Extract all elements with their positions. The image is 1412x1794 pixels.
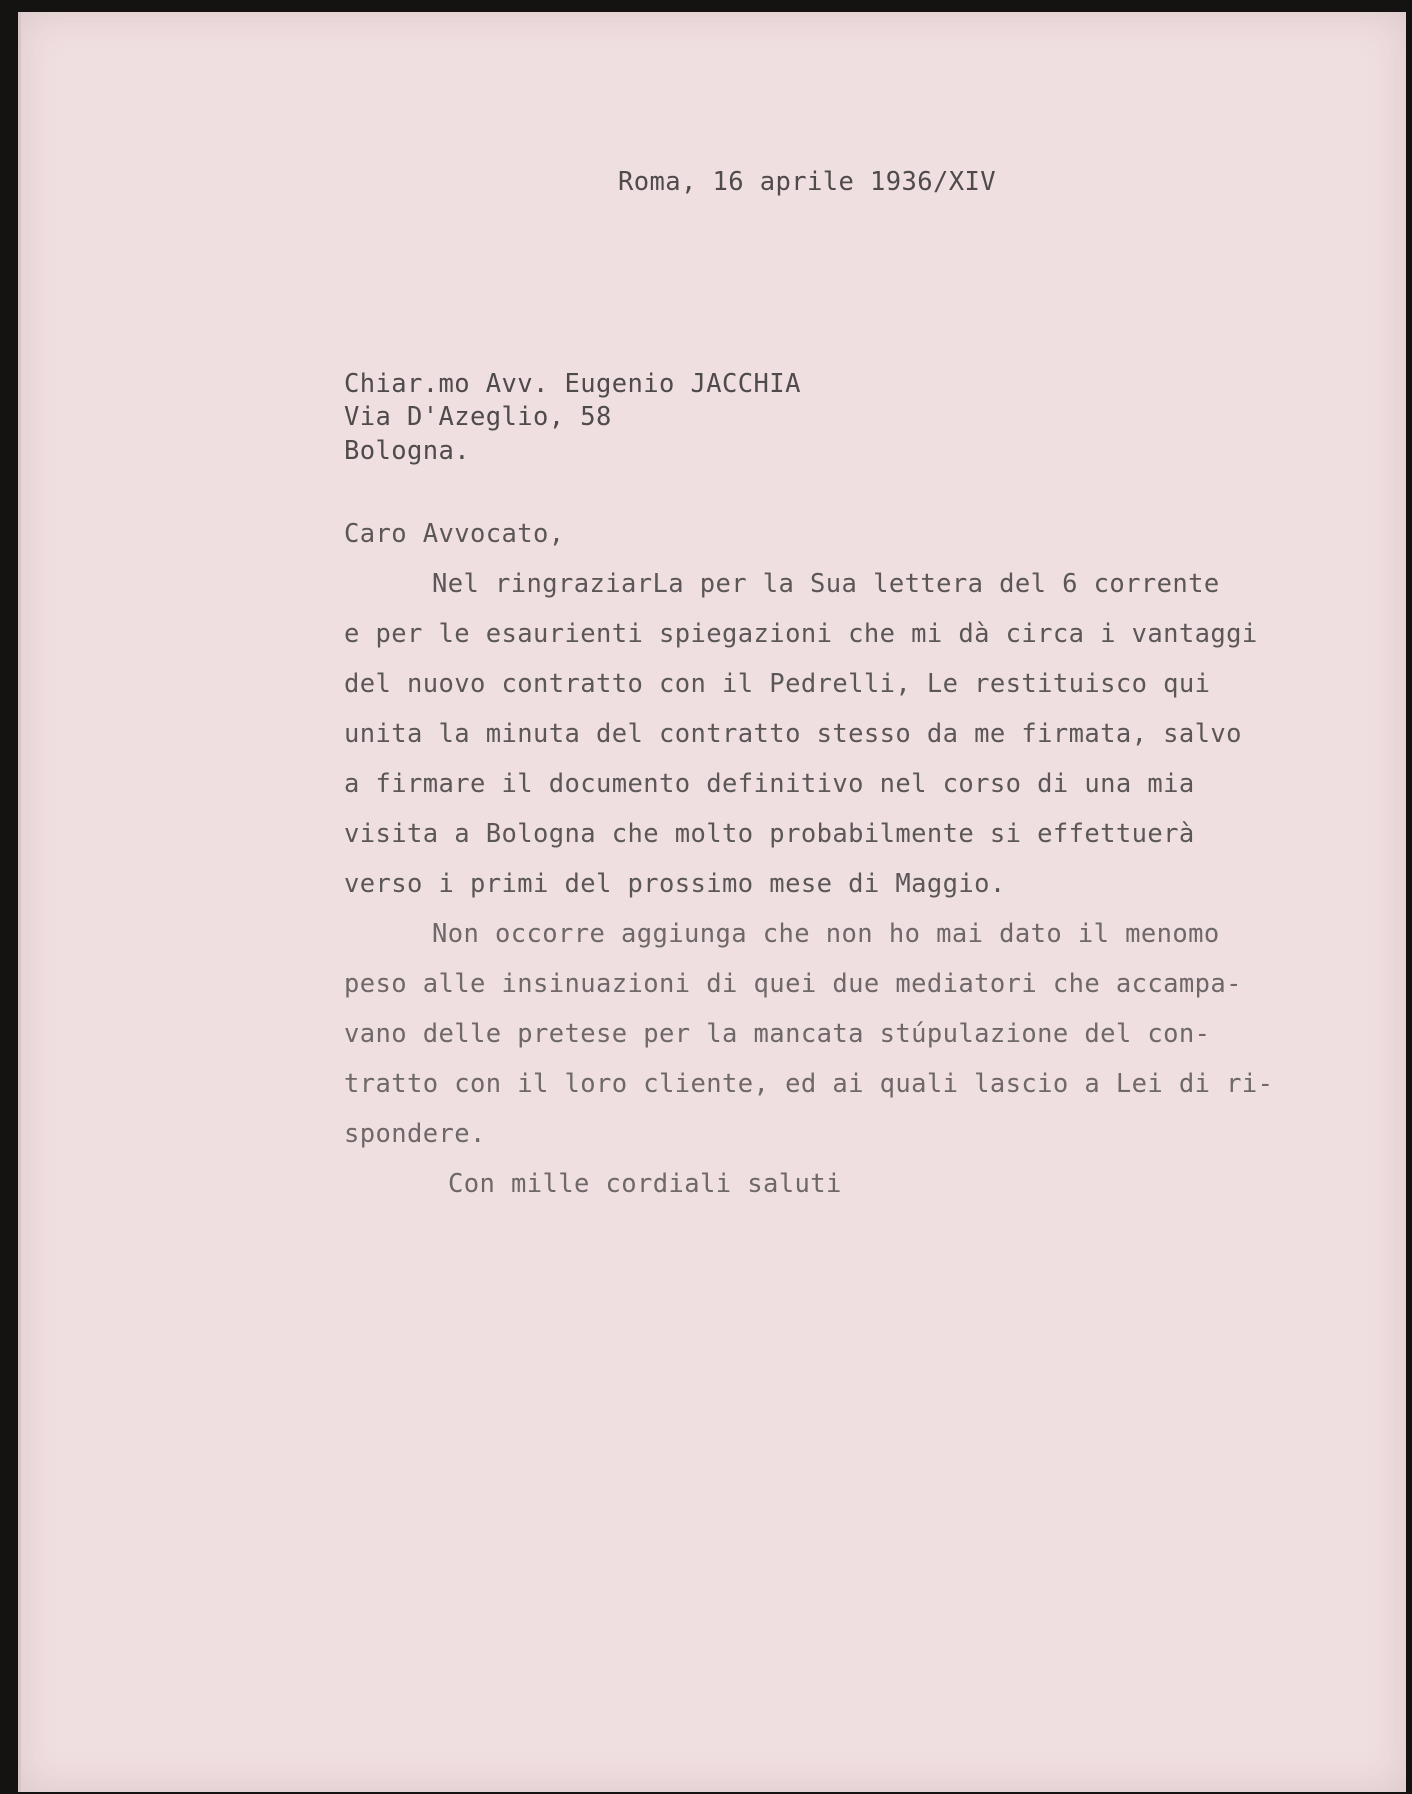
body-line: Nel ringraziarLa per la Sua lettera del 6 corrente bbox=[432, 569, 1220, 599]
salutation: Caro Avvocato, bbox=[344, 519, 565, 549]
body-line: a firmare il documento definitivo nel corso di una mia bbox=[344, 769, 1195, 799]
body-line: visita a Bologna che molto probabilmente si effettuerà bbox=[344, 819, 1195, 849]
body-line: spondere. bbox=[344, 1119, 486, 1149]
body-line: vano delle pretese per la mancata stúpulazione del con- bbox=[344, 1019, 1211, 1049]
body-line: peso alle insinuazioni di quei due mediatori che accampa- bbox=[344, 969, 1242, 999]
dateline: Roma, 16 aprile 1936/XIV bbox=[618, 167, 997, 197]
body-line: del nuovo contratto con il Pedrelli, Le restituisco qui bbox=[344, 669, 1211, 699]
body-line: unita la minuta del contratto stesso da me firmata, salvo bbox=[344, 719, 1242, 749]
recipient-street: Via D'Azeglio, 58 bbox=[344, 402, 612, 432]
body-line: verso i primi del prossimo mese di Maggio. bbox=[344, 869, 1006, 899]
letter-sheet bbox=[18, 12, 1406, 1792]
body-line: tratto con il loro cliente, ed ai quali lascio a Lei di ri- bbox=[344, 1069, 1274, 1099]
paper-edge bbox=[18, 12, 21, 1792]
recipient-city: Bologna. bbox=[344, 436, 471, 466]
recipient-name: Chiar.mo Avv. Eugenio JACCHIA bbox=[344, 369, 801, 399]
body-line: e per le esaurienti spiegazioni che mi dà circa i vantaggi bbox=[344, 619, 1258, 649]
closing: Con mille cordiali saluti bbox=[448, 1169, 842, 1199]
body-line: Non occorre aggiunga che non ho mai dato il menomo bbox=[432, 919, 1220, 949]
